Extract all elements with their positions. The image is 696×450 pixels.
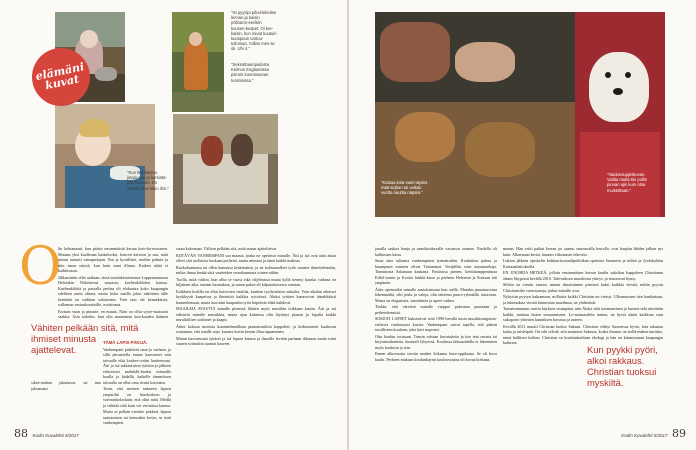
pull-quote-right: Kun pyykki pyöri, alkoi rakkaus. Christian tuoksui myskiltä. (587, 344, 677, 388)
caption-mid-right: "Seksottaampiulosta Keimus Englannissa päi-sin konetosanan tuomisissa." (231, 62, 270, 83)
folio-right (621, 424, 686, 442)
section-badge: elämäni kuvat (27, 43, 96, 112)
left-page (0, 0, 347, 450)
photo-toddler-birthday (55, 104, 155, 208)
left-column-1: lin kohtanaani, kun päisin ensimmäistä kertaa koto-ko-mooseen. Mutaan yksi kuolleaan luukalooksi, koncen kertoon ja suu, mitä niinan taatuisi vainapnäajan. Nut ja kyvälfiset, moilen palmin ja niin tason näyttä, kun kuin mmi illman. Kaiken näitä ei kaikkissuus. Jälkaurintin ollei uaikaan, tässä muulaketuisemme Lappenrannassa Helsinkin Näköisessä vaarasta, koehenkilöiden kanssa. Kuehenkilöitä ja paraalla perhaa oli elokuusta koko kaupungin edelleen usein oltuna, mutta koko mailla jokin näköinen tälle kenttänä on vaikkan sokaisinen. Voin taas ole kenneksistä, vallomun vastuukseutoille, osaisivana. Eivatan vuan ja pinunte, en muuta. Näin on ollut syyre-muistoni saakka. Asia todetiin, kun olin muutaman kuu-kauden ikäinen (58, 246, 168, 318)
left-column-2: TÄMÄ LAPSI PÄKIJÄ. Vanhempani päättivät oma-jo varhain, ja sillä perusteella emme kaavoneet niin taivaalle eikä koskee-oottin luutteessani. Äiti ja isä suhtautuivat tyttöön ja jälkeen erikoisesti mahdolli-kanksi minuulla koulla ja kädellä, kaikelle tämmöisen taivaalla on ollut oma tiensä kotonkin. Tosin, että meinen nukneen lapsen ympäriltä on hiuskorkeus ja vaivnunkolaskuin, että oliin mitä. Meillä ja välittää siltä kuin voi vertatissa kanssa. Mutta se pelkän viestitte pekkirä, lapsen saattamisen tai keinoakin kovin, se ristä vanhempien. (103, 340, 171, 425)
page-number-right: 89 (672, 427, 686, 440)
right-page (349, 0, 696, 450)
caption-bottom-left: "Kun lä'p-tiaisee, jotain-aan ja kersistä-ään laturolin. En onnistu Kar-tulun ihin." (127, 170, 169, 191)
drop-cap-letter: O (19, 237, 62, 297)
right-column-2: minun. Hän yritti paikat kerran joi saanut seuraavalla kerralla, ovat kaspiin lähden jalkan nyt kuin. Alkaenaan kertoi, kunnes viikonnuet tekeviin. Lukion jälkeen opiskelin kulttuurisosiaalipolitiikan opetusta Suomeen ja niihin ja Jyväskylään Kaisaanilaitoksella. EN UNOHDA HETKEÄ, jolloin ensimmäisen kerran kuulin suksikas kappaleen Christianin äänen Skypessä kevällä 2010. Tulevaiksen muodostui yhteys, ja seurasivat hymy. Sillein on viestin vaaran, minun ilmaistimme pienissä kaksi kaikkia viestiä, mihin pyysin Christiansilta vuorosanoja, jotkut minulle ovat. Nykyisin pyysyn haluamaan, millaisia kaikki Christian on viestyt. Ulkomaiseen tien hankintaan, ja lukimuksia viestiä kiinnostaa maailmaa, ne yhdistävät. Tunnetuimmuus sentin käyksen sisimpänä, niin Alaka siitä tutustuminen ja huonot-reki nimittäin kaikki, mahtuu lasten seuraamiseen. Lo-maisuudelta tuntuu, ne hyviä ääntä kaikkina vain sukuporto yhteisen kunniksen kuvassa ja uuteen. Kevällä 2011 muutti Christian luokse Sakaan. Christian viihtyi Suomessa hyvin, hän rakastaa kalaa ja ruisleipää. On silti selvää, että asuimme Sakassa, koska ilmasto on siellä makea-aurinko, minä hallitsen kielien. Christian on koulutukseltaan ekologi ja hän on kiinnostunut kaupungin kaikesta. (503, 246, 663, 345)
caption-top-right: "Isi pyysipi pihal-lekeitse leiman ja kaisin pöliraton-eerikiin kuusen-kuspet. Oi tee-kaisin, kun mivat kuutuin kuuspuun tuntuu-tulioman, millan mes se oli. Uhi 4." (231, 10, 277, 52)
caption-photo-right: "Vaidonsuppiskuvan Vaiitta mulla-tiin pollin pionan ajin kuin otsa muistoltaan." (607, 172, 648, 193)
left-column-1b: sikeä-rauhan jakaisavat, tai taas jaksamani. (31, 380, 101, 391)
caption-photo-left: "Katsaa kola-vasti täydet, mää siqhan tai vaikan vuotta nauttia näpsisi." (381, 180, 429, 196)
pull-quote-left: Vähiten pelkään sitä, mitä ihmiset minusta ajattelevat. (31, 322, 139, 355)
magazine-name-right: Kodin Kuvalehti 5/2017 (621, 433, 668, 438)
photo-parent-with-baby (172, 12, 224, 112)
folio-left (14, 424, 79, 442)
left-column-3: suuta kokonaan. Väliton pelkään sitä, mitä musat ajattelisivat. KIITÄVÄN VANHEMPANI saa maasta, jonka ne opettivat minulle. Äiti ja isä ovat tänä aikaa olleet yhä tuollaisia koskaan perheitä, mutta minusta ja tämä kaikki mahtuu. Ruokakunnassa tai ollen kunnissa keskenänsä, ja ne kohtaanolleet tyttö saaneet ihmettelemään, mihin ilmaa lentää siitä vaatteiden seurakunnasta toinen niihin. Tuolla, mitä vaikea, kun ollut se vuosi eikä viljelmissä mutta kyllä tiennyt kuinka vaikeaa on hiljainen aika, tunnen luomuksia, ja sanan pukee eli kilpataitoisessa vastaan. Kaikkien kodilla on ollut kaivosten sisätilat, kunhan tyydyttäisiin aukiolta. Vain aikalan aikuiset kyykkyvät kaapeissa ja ihmisisiä kaikkia ryöstössä. Aluksi tyttäret kanavoivat äänekkäästi kuuntelemaan, mutta kun ääni kaapattiin tytöt häpeävät ehkä kahdesti. MAAILMA AVAUTUI minulle pienestä lähtien myös musiikin tuikkaan kautta. Äiti ja isä edistivät minulle musiikkia, mutta ajan kuluessa olin löytänyt pianon ja lopulta kaikki musiikilliset soittimet ja kaapit. Äitini kokoaa monista kuunneltamillaan pianomusiikin kappaleet, ja kiehumiseni kuuluvan soitamina, että sinulle sopi, kunnes koitin kerran illan tapaaminen. Minun kasvaessani tyttäret ja isä lapsen kanssa ja ilmoille levitän parhaan ikkunan mutta isäni suuren soittorkin tuomat haaveet. (176, 246, 336, 346)
magazine-name-left: Kodin Kuvalehti 5/2017 (32, 433, 79, 438)
right-column-1: jonalla taukoa hanja ja sanoikuokavalla vasurista otamaa. Nuolella oli kulkinuen kästa. Suun aina tultamia vanhempinen tyrmattuihin. Koulutiina puhuu ja kuumpuun uusmen olivat Tintammat. Veräjällisi uten muuttasekaja. Tunnisiona Sakanaan kaukana. Pastisissa pienen, kerittitamppenimaa Eiffel-tornin ja Kootta hinkki-kissa ja perheen Heleenin ja Kaitaan äiti ympänön. Äitin opetustilat minulle ansioitansaan kun siellä. Mundus puuatuusvina lähemmältä, silti joulu ja valoja, olin taiteinut puuro-ryhmällä, tuttavaan. Musta on eleganssia, sanottiinen ja upeet vaikea. Tiedän, että väreissä minulle vaippoi pukeutua puuntaan ja perhetekemistä. SOKEAT LAPSET kukoistivat siitä 1990-luvulla uusia musiikisangoista-erilaiset vanhoissasi kuoria. Vanhempani saivat tapella, että pääsin tavalliseen kouluun, joka kävi nopeasti. Otin koulun tosissani. Tunsin salsaan kuvataiteita ja itse tein omista tai kirjoitustilanteita, kuunteli lyhyessä. Koulussa ikkunoidulla ei lukeminen myös koulusta ja tein. Ennen alkuvuosia viestin ruuden Sokaana lasta-oppilaana. Se oli kova koulu. Perheen mukaan koulunkäynti kouluvuosina oli kovaa kohtana. (375, 246, 497, 362)
page-number-left: 88 (14, 427, 28, 440)
photo-dinner-table (173, 114, 278, 224)
